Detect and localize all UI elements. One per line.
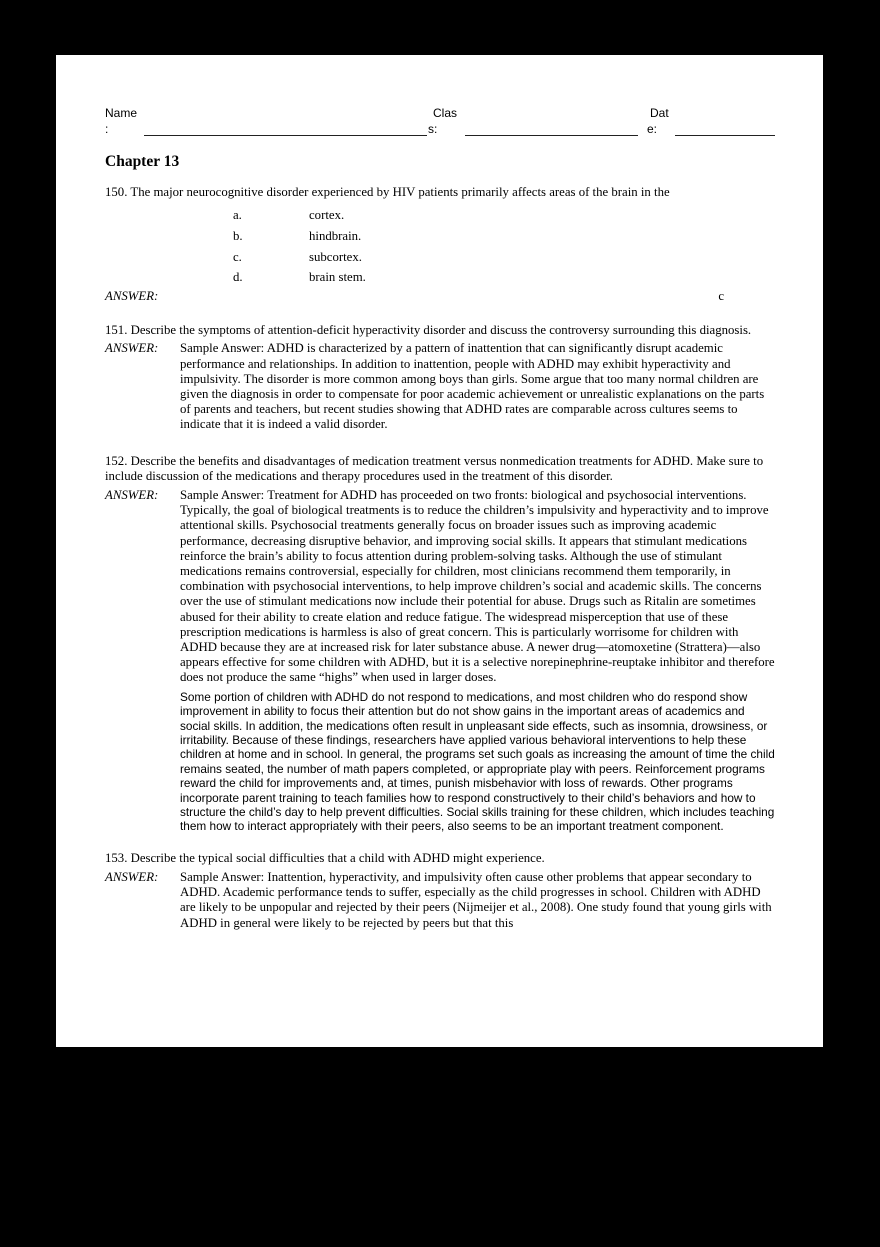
date-label-text: Dat (650, 106, 669, 120)
question-151-text (105, 323, 775, 338)
name-class-date-header (105, 105, 775, 138)
question-153-stem: Describe the typical social difficulties that a child with ADHD might experience. (130, 850, 545, 865)
question-150-stem: The major neurocognitive disorder experienced by HIV patients primarily affects areas of the brain in the (130, 185, 670, 199)
question-150-answer-key: c (718, 289, 724, 304)
question-153-number: 153. (105, 850, 131, 865)
option-c-letter: c. (233, 249, 242, 264)
class-label-colon: s: (428, 122, 438, 136)
question-153-sample-answer: Sample Answer: Inattention, hyperactivity, and impulsivity often cause other problems that appear secondary to ADHD. Academic performance tends to suffer, especially as the child progresses in school. Children with ADHD are likely to be unpopular and rejected by their peers (Nijmeijer et al., 2008). One study found that young girls with ADHD in general were likely to be rejected by peers but that this (180, 869, 772, 930)
option-a-text: cortex. (309, 208, 345, 223)
document-page (56, 55, 823, 1047)
date-blank-line (675, 135, 775, 136)
question-152-number: 152. (105, 453, 131, 468)
option-c (105, 247, 775, 268)
name-field-label (105, 105, 144, 138)
answer-label: ANSWER: (105, 341, 159, 356)
option-d (105, 267, 775, 288)
option-b-letter: b. (233, 228, 243, 243)
option-b-text: hindbrain. (309, 228, 362, 243)
name-blank-line (144, 135, 427, 136)
question-150-number: 150. (105, 185, 131, 199)
question-151-number: 151. (105, 323, 131, 338)
question-152-sample-answer-part-1: Sample Answer: Treatment for ADHD has proceeded on two fronts: biological and psychosocial interventions. Typically, the goal of biological treatments is to reduce the children’s impulsivity and hyperactivity and to improve attentional skills. Psychosocial treatments generally focus on broader issues such as improving academic performance, decreasing disruptive behavior, and improving social skills. It appears that stimulant medications reinforce the brain’s ability to focus attention during problem-solving tasks. Although the use of stimulant medications remains controversial, especially for children, most clinicians recommend them temporarily, in combination with psychosocial interventions, to help improve children’s social and academic skills. The concerns over the use of stimulant medications now include their potential for abuse. Drugs such as Ritalin are sometimes abused for their ability to create elation and reduce fatigue. The widespread misperception that use of these prescription medications is harmless is also of great concern. This is particularly worrisome for children with ADHD because they are at increased risk for later substance abuse. A newer drug—atomoxetine (Strattera)—also appears effective for some children with ADHD, but it is a selective norepinephrine-reuptake inhibitor and therefore does not produce the same “highs” when used in larger doses. (180, 488, 775, 685)
answer-label: ANSWER: (105, 488, 159, 503)
question-152-stem: Describe the benefits and disadvantages of medication treatment versus nonmedication treatments for ADHD. Make sure to include discussion of the medications and therapy procedures used in the treatment of this disorder. (105, 453, 764, 483)
question-151 (105, 323, 775, 432)
chapter-title: Chapter 13 (105, 153, 180, 170)
question-153-answer-body (180, 870, 775, 931)
question-152-text (105, 454, 775, 484)
date-label-colon: e: (647, 122, 658, 136)
question-150-text (105, 185, 775, 200)
answer-label: ANSWER: (105, 869, 159, 884)
question-151-stem: Describe the symptoms of attention-deficit hyperactivity disorder and discuss the controversy surrounding this diagnosis. (130, 323, 752, 338)
name-label-text: Name (105, 106, 138, 120)
question-153-text (105, 851, 775, 866)
option-a (105, 205, 775, 226)
question-152-answer-row (105, 488, 775, 834)
question-151-answer-body (180, 341, 775, 432)
question-151-sample-answer: Sample Answer: ADHD is characterized by a pattern of inattention that can significantly disrupt academic performance and relationships. In addition to inattention, people with ADHD may exhibit hyperactivity and impulsivity. The disorder is more common among boys than girls. Some argue that too many normal children are given the diagnosis in order to compensate for poor academic achievement or unrealistic explanations on the parts of parents and teachers, but recent studies showing that ADHD rates are comparable across cultures seems to indicate that it is indeed a valid disorder. (180, 341, 765, 432)
question-153 (105, 851, 775, 931)
option-d-letter: d. (233, 270, 243, 285)
option-b (105, 226, 775, 247)
option-a-letter: a. (233, 208, 242, 223)
question-150-answer-row (105, 289, 775, 304)
date-field-label (647, 105, 675, 138)
class-field-label (428, 105, 464, 138)
class-blank-line (465, 135, 638, 136)
option-d-text: brain stem. (309, 270, 366, 285)
question-152 (105, 454, 775, 834)
option-c-text: subcortex. (309, 249, 362, 264)
class-label-text: Clas (433, 106, 458, 120)
question-150 (105, 185, 775, 304)
question-153-answer-row (105, 870, 775, 931)
name-label-colon: : (105, 122, 109, 136)
question-152-sample-answer-part-2: Some portion of children with ADHD do not respond to medications, and most children who do respond show improvement in ability to focus their attention but do not show gains in the important areas of academics and social skills. In addition, the medications often result in unpleasant side effects, such as insomnia, drowsiness, or irritability. Because of these findings, researchers have applied various behavioral interventions to help these children at home and in school. In general, the programs set such goals as increasing the amount of time the child remains seated, the number of math papers completed, or appropriate play with peers. Reinforcement programs reward the child for improvements and, at times, punish misbehavior with loss of rewards. Other programs incorporate parent training to teach families how to respond constructively to their child’s behaviors and how to structure the child’s day to help prevent difficulties. Social skills training for these children, which includes teaching them how to interact appropriately with their peers, also seems to be an important treatment component. (180, 689, 775, 834)
question-152-answer-body (180, 488, 775, 834)
answer-label: ANSWER: (105, 289, 159, 304)
question-150-options (105, 205, 775, 288)
question-151-answer-row (105, 341, 775, 432)
